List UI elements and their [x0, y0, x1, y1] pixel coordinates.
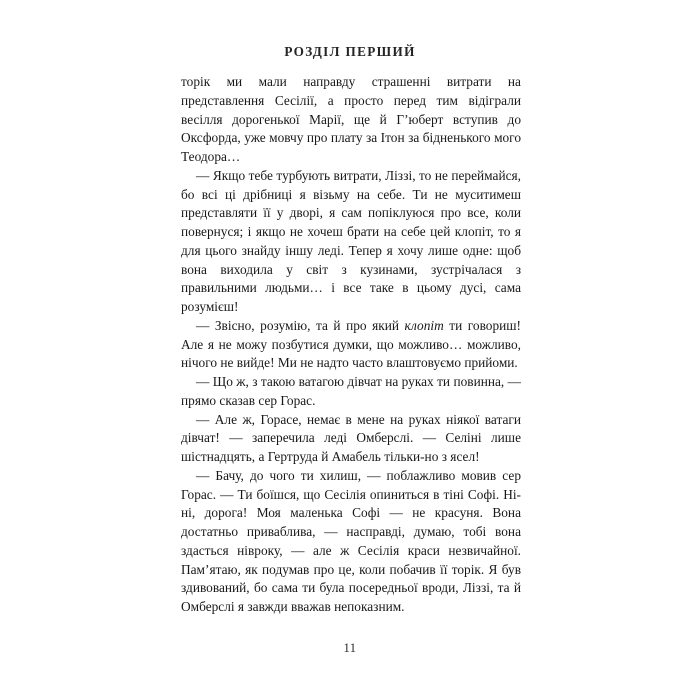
text-run: — Звісно, розумію, та й про який: [196, 317, 405, 333]
paragraph: [181, 467, 521, 617]
text-run: — Бачу, до чого ти хилиш, — поблажливо мовив сер Горас. — Ти боїшся, що Сесілія опиниться в тіні Софі. Ні-ні, дорога! Моя маленька Софі — не красуня. Вона достатньо приваблива, — насправді, думаю, тобі вона здасться нівроку, — але ж Сесілія краси незвичайної. Пам’ятаю, як подумав про це, коли побачив її торік. Я був здивований, бо сама ти була посередньої вроди, Ліззі, та й Омберслі я завжди вважав непоказним.: [181, 467, 521, 614]
chapter-header: РОЗДІЛ ПЕРШИЙ: [284, 44, 416, 59]
paragraph: [181, 73, 521, 167]
paragraph: [181, 373, 521, 411]
text-run: ти говориш! Але я не можу позбутися думки, що можливо… можливо, нічого не вийде! Ми не надто часто влаштовуємо прийоми.: [181, 317, 521, 371]
page-number: 11: [343, 641, 357, 655]
text-run: — Якщо тебе турбують витрати, Ліззі, то не переймайся, бо всі ці дрібниці я візьму на себе. Ти не муситимеш представляти її у дворі, я сам попіклуюся про все, коли повернуся; і якщо не хочеш брати на себе цей клопіт, то я для цього знайду іншу леді. Тепер я хочу лише одне: щоб вона виходила у світ з кузинами, зустрічалася з правильними людьми… і все таке в цьому дусі, сама розумієш!: [181, 167, 521, 314]
text-run: торік ми мали направду страшенні витрати на представлення Сесілії, а просто перед тим відіграли весілля дорогенької Марії, ще й Г’юберт вступив до Оксфорда, уже мовчу про плату за Ітон за бідненького мого Теодора…: [181, 74, 521, 164]
emphasized-text: клопіт: [404, 317, 444, 333]
paragraph: [181, 167, 521, 317]
paragraph: [181, 317, 521, 373]
text-run: — Але ж, Горасе, немає в мене на руках ніякої ватаги дівчат! — заперечила леді Омберслі. — Селіні лише шістнадцять, а Гертруда й Амабель тільки-но з ясел!: [181, 411, 521, 464]
paragraph: [181, 411, 521, 467]
body-text-column: [181, 73, 521, 617]
text-run: — Що ж, з такою ватагою дівчат на руках ти повинна, — прямо сказав сер Горас.: [181, 374, 521, 408]
